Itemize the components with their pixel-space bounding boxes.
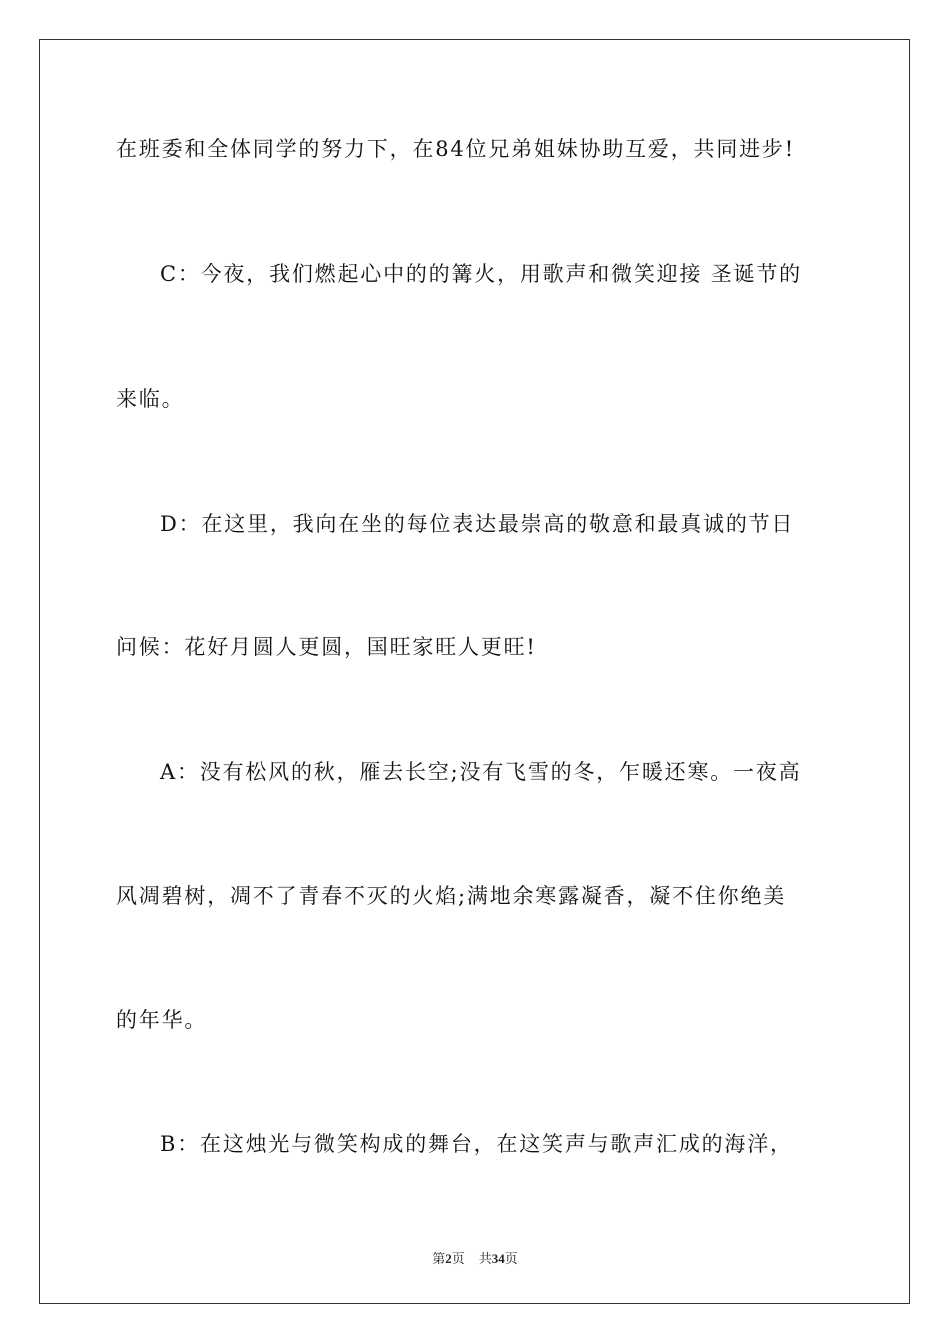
text-line: C：今夜，我们燃起心中的的篝火，用歌声和微笑迎接 圣诞节的: [160, 262, 802, 286]
total-unit: 页: [504, 1251, 518, 1266]
text-line: 在班委和全体同学的努力下，在84位兄弟姐妹协助互爱，共同进步!: [116, 137, 795, 161]
text-line: D：在这里，我向在坐的每位表达最崇高的敬意和最真诚的节日: [160, 512, 795, 536]
page-border: [39, 39, 910, 1304]
total-prefix: 共: [478, 1251, 492, 1266]
text-line: 来临。: [116, 387, 185, 411]
text-line: B：在这烛光与微笑构成的舞台，在这笑声与歌声汇成的海洋，: [160, 1132, 793, 1156]
page-number: 2: [445, 1251, 452, 1266]
page-prefix: 第: [432, 1251, 446, 1266]
total-pages: 34: [491, 1251, 505, 1266]
page-unit: 页: [451, 1251, 465, 1266]
text-line: A：没有松风的秋，雁去长空;没有飞雪的冬，乍暖还寒。一夜高: [160, 760, 802, 784]
text-line: 风凋碧树，凋不了青春不灭的火焰;满地余寒露凝香，凝不住你绝美: [116, 884, 787, 908]
text-line: 问候：花好月圆人更圆，国旺家旺人更旺!: [116, 635, 537, 659]
text-line: 的年华。: [116, 1008, 208, 1032]
page-footer: [0, 1248, 950, 1267]
